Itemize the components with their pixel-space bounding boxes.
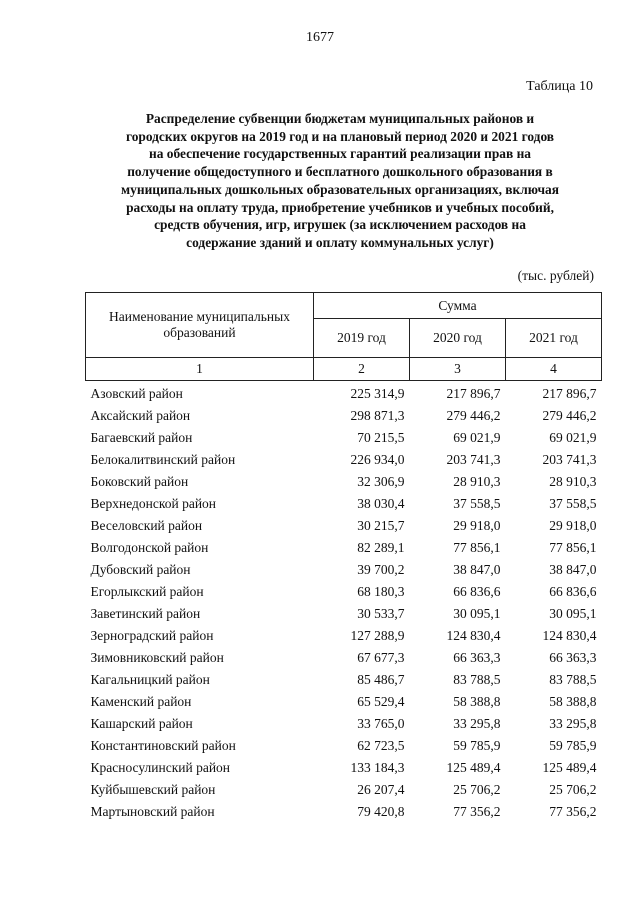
district-name: Кагальницкий район: [90, 672, 210, 687]
column-number: 4: [506, 358, 602, 381]
value-2020: 30 095,1: [453, 606, 501, 621]
table-row: [86, 559, 602, 581]
value-2021: 279 446,2: [542, 408, 597, 423]
value-2021: 25 706,2: [549, 782, 597, 797]
value-2021: 37 558,5: [549, 496, 597, 511]
table-row: [86, 449, 602, 471]
value-2021: 59 785,9: [549, 738, 597, 753]
value-2020: 37 558,5: [453, 496, 501, 511]
header-sum: Сумма: [314, 293, 602, 319]
value-2020: 124 830,4: [446, 628, 501, 643]
table-row: [86, 713, 602, 735]
header-year-2020: 2020 год: [410, 319, 506, 358]
value-2019: 226 934,0: [350, 452, 405, 467]
district-name: Дубовский район: [90, 562, 191, 577]
value-2019: 38 030,4: [357, 496, 405, 511]
table-row: [86, 625, 602, 647]
value-2020: 38 847,0: [453, 562, 501, 577]
value-2019: 30 533,7: [357, 606, 405, 621]
table-row: [86, 537, 602, 559]
value-2019: 79 420,8: [357, 804, 405, 819]
table-body: [86, 381, 602, 824]
page-number: 1677: [306, 30, 334, 45]
header-year-2021: 2021 год: [506, 319, 602, 358]
table-row: [86, 735, 602, 757]
table-row: [86, 427, 602, 449]
value-2019: 26 207,4: [357, 782, 405, 797]
value-2021: 203 741,3: [542, 452, 597, 467]
district-name: Аксайский район: [90, 408, 191, 423]
title-line: Распределение субвенции бюджетам муниципальных районов и: [145, 111, 535, 126]
header-year-2019: 2019 год: [314, 319, 410, 358]
value-2019: 30 215,7: [357, 518, 405, 533]
value-2020: 125 489,4: [446, 760, 501, 775]
table-row: [86, 691, 602, 713]
district-name: Боковский район: [90, 474, 189, 489]
subvention-table: [85, 292, 602, 823]
value-2019: 225 314,9: [350, 386, 405, 401]
value-2021: 77 856,1: [549, 540, 597, 555]
value-2019: 133 184,3: [350, 760, 405, 775]
district-name: Зерноградский район: [90, 628, 214, 643]
district-name: Заветинский район: [90, 606, 201, 621]
district-name: Куйбышевский район: [90, 782, 216, 797]
district-name: Егорлыкский район: [90, 584, 204, 599]
table-title: [85, 110, 595, 252]
table-row: [86, 603, 602, 625]
title-line: средств обучения, игр, игрушек (за исключением расходов на: [154, 217, 526, 233]
value-2021: 38 847,0: [549, 562, 597, 577]
district-name: Волгодонской район: [90, 540, 209, 555]
table-row: [86, 779, 602, 801]
value-2020: 33 295,8: [453, 716, 501, 731]
title-line: получение общедоступного и бесплатного дошкольного образования в: [127, 164, 553, 180]
value-2019: 32 306,9: [357, 474, 405, 489]
district-name: Веселовский район: [90, 518, 203, 533]
value-2020: 29 918,0: [453, 518, 501, 533]
value-2019: 33 765,0: [357, 716, 405, 731]
value-2020: 69 021,9: [453, 430, 501, 445]
value-2021: 33 295,8: [549, 716, 597, 731]
district-name: Зимовниковский район: [90, 650, 224, 665]
value-2021: 29 918,0: [549, 518, 597, 533]
column-number: 1: [86, 358, 314, 381]
value-2020: 58 388,8: [453, 694, 501, 709]
table-row: [86, 471, 602, 493]
district-name: Азовский район: [90, 386, 183, 401]
title-line: на обеспечение государственных гарантий реализации прав на: [148, 146, 531, 162]
value-2019: 62 723,5: [357, 738, 405, 753]
header-name-column: Наименование муниципальных образований: [86, 293, 314, 358]
table-row: [86, 669, 602, 691]
value-2020: 59 785,9: [453, 738, 501, 753]
title-line: содержание зданий и оплату коммунальных услуг): [186, 234, 494, 250]
table-label: Таблица 10: [526, 79, 593, 94]
value-2020: 217 896,7: [446, 386, 501, 401]
value-2020: 66 836,6: [453, 584, 501, 599]
value-2021: 58 388,8: [549, 694, 597, 709]
value-2021: 124 830,4: [542, 628, 597, 643]
value-2020: 83 788,5: [453, 672, 501, 687]
value-2021: 30 095,1: [549, 606, 597, 621]
column-number: 3: [410, 358, 506, 381]
value-2021: 83 788,5: [549, 672, 597, 687]
value-2020: 77 356,2: [453, 804, 501, 819]
district-name: Мартыновский район: [90, 804, 215, 819]
table-row: [86, 757, 602, 779]
title-line: городских округов на 2019 год и на плановый период 2020 и 2021 годов: [125, 128, 555, 144]
table-row: [86, 581, 602, 603]
table-row: [86, 381, 602, 406]
value-2021: 66 363,3: [549, 650, 597, 665]
title-line: расходы на оплату труда, приобретение учебников и учебных пособий,: [126, 199, 554, 215]
value-2021: 28 910,3: [549, 474, 597, 489]
district-name: Белокалитвинский район: [90, 452, 236, 467]
table-row: [86, 801, 602, 823]
value-2019: 67 677,3: [357, 650, 405, 665]
value-2021: 125 489,4: [542, 760, 597, 775]
value-2021: 66 836,6: [549, 584, 597, 599]
table-row: [86, 647, 602, 669]
value-2020: 203 741,3: [446, 452, 501, 467]
value-2021: 217 896,7: [542, 386, 597, 401]
value-2021: 69 021,9: [549, 430, 597, 445]
value-2019: 39 700,2: [357, 562, 405, 577]
table-row: [86, 405, 602, 427]
value-2021: 77 356,2: [549, 804, 597, 819]
value-2020: 28 910,3: [453, 474, 501, 489]
value-2019: 127 288,9: [350, 628, 405, 643]
column-number: 2: [314, 358, 410, 381]
district-name: Багаевский район: [90, 430, 193, 445]
district-name: Кашарский район: [90, 716, 193, 731]
district-name: Красносулинский район: [90, 760, 231, 775]
value-2020: 279 446,2: [446, 408, 501, 423]
district-name: Каменский район: [90, 694, 192, 709]
value-2019: 68 180,3: [357, 584, 405, 599]
value-2019: 298 871,3: [350, 408, 405, 423]
title-line: муниципальных дошкольных образовательных организациях, включая: [121, 181, 559, 197]
district-name: Константиновский район: [90, 738, 236, 753]
value-2020: 25 706,2: [453, 782, 501, 797]
table-row: [86, 515, 602, 537]
value-2019: 82 289,1: [357, 540, 405, 555]
value-2019: 70 215,5: [357, 430, 405, 445]
value-2019: 85 486,7: [357, 672, 405, 687]
value-2020: 66 363,3: [453, 650, 501, 665]
district-name: Верхнедонской район: [90, 496, 217, 511]
value-2019: 65 529,4: [357, 694, 405, 709]
units-label: (тыс. рублей): [517, 268, 594, 283]
value-2020: 77 856,1: [453, 540, 501, 555]
table-row: [86, 493, 602, 515]
